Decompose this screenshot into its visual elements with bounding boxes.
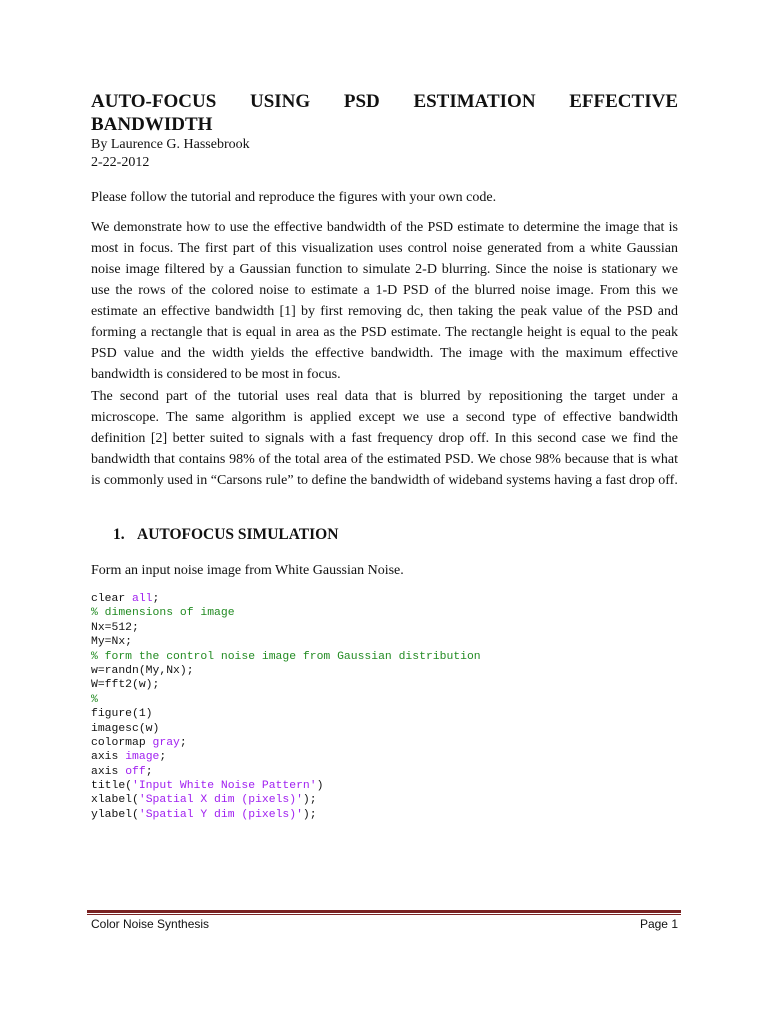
code-line xyxy=(91,693,678,707)
footer-title: Color Noise Synthesis xyxy=(91,917,210,931)
second-part-paragraph: The second part of the tutorial uses real data that is blurred by repositioning the target under a microscope. The same algorithm is applied except we use a second type of effective bandwidth definition [2] better suited to signals with a fast frequency drop off. In this second case we find the bandwidth that contains 98% of the total area of the estimated PSD. We chose 98% because that is what is commonly used in “Carsons rule” to define the bandwidth of wideband systems having a fast drop off. xyxy=(91,389,678,488)
code-text: ); xyxy=(302,808,317,821)
matlab-code-block xyxy=(91,592,678,822)
code-keyword: 'Spatial X dim (pixels)' xyxy=(138,794,303,807)
code-text: colormap xyxy=(91,736,153,749)
code-text: ); xyxy=(302,794,317,807)
section-heading xyxy=(113,525,338,545)
code-line xyxy=(91,736,678,750)
intro-paragraph: Please follow the tutorial and reproduce the figures with your own code. xyxy=(91,190,497,205)
code-text: axis xyxy=(91,751,126,764)
code-text: ylabel( xyxy=(91,808,139,821)
code-keyword: off xyxy=(125,765,146,778)
code-line xyxy=(91,635,678,649)
title-word: EFFECTIVE xyxy=(569,91,678,112)
code-text: ; xyxy=(152,593,160,605)
code-line xyxy=(91,793,678,807)
code-line xyxy=(91,650,678,664)
document-date: 2-22-2012 xyxy=(91,155,150,170)
code-comment: % form the control noise image from Gaussian distribution xyxy=(91,650,481,663)
code-text: figure(1) xyxy=(91,708,153,721)
demonstration-paragraph: We demonstrate how to use the effective bandwidth of the PSD estimate to determine the image that is most in focus. The first part of this visualization uses control noise generated from a white Gaussian noise image filtered by a Gaussian function to simulate 2-D blurring. Since the noise is stationary we use the rows of the colored noise to estimate a 1-D PSD of the blurred noise image. From this we estimate an effective bandwidth [1] by first removing dc, then taking the peak value of the PSD and forming a rectangle that is equal in area as the PSD estimate. The rectangle height is equal to the peak PSD value and the width yields the effective bandwidth. The image with the maximum effective bandwidth is considered to be most in focus. xyxy=(91,220,678,382)
code-keyword: all xyxy=(132,593,153,605)
code-text: axis xyxy=(91,765,126,778)
code-text: Nx=512; xyxy=(91,621,139,634)
footer-rule xyxy=(87,910,681,913)
code-text: ; xyxy=(145,765,153,778)
author-byline: By Laurence G. Hassebrook xyxy=(91,137,250,152)
footer-rule-thin xyxy=(87,914,681,915)
code-line xyxy=(91,678,678,692)
title-word: ESTIMATION xyxy=(413,91,536,112)
code-comment: % xyxy=(91,693,98,706)
code-text: ; xyxy=(179,736,187,749)
code-text: imagesc(w) xyxy=(91,722,160,735)
code-text: w=randn(My,Nx); xyxy=(91,664,194,677)
code-line xyxy=(91,808,678,822)
code-line xyxy=(91,707,678,721)
code-keyword: 'Input White Noise Pattern' xyxy=(132,780,317,793)
code-text: ) xyxy=(316,780,324,793)
document-title xyxy=(91,90,678,136)
code-keyword: gray xyxy=(152,736,180,749)
code-text: title( xyxy=(91,780,133,793)
section-title: AUTOFOCUS SIMULATION xyxy=(137,526,339,543)
title-word: PSD xyxy=(343,91,380,112)
code-text: My=Nx; xyxy=(91,636,133,649)
code-text: ; xyxy=(159,751,167,764)
title-word: AUTO-FOCUS xyxy=(91,91,217,112)
section-number: 1. xyxy=(113,526,125,543)
code-line xyxy=(91,779,678,793)
code-text: xlabel( xyxy=(91,794,139,807)
code-keyword: image xyxy=(125,751,160,764)
form-noise-paragraph: Form an input noise image from White Gaussian Noise. xyxy=(91,563,404,578)
page-footer xyxy=(91,916,678,932)
title-word: BANDWIDTH xyxy=(91,114,213,135)
code-text: W=fft2(w); xyxy=(91,679,160,692)
code-line xyxy=(91,664,678,678)
code-line xyxy=(91,722,678,736)
code-line xyxy=(91,765,678,779)
title-word: USING xyxy=(249,91,311,112)
code-keyword: 'Spatial Y dim (pixels)' xyxy=(138,808,303,821)
page-number: Page 1 xyxy=(639,917,678,931)
code-line xyxy=(91,606,678,620)
code-comment: % dimensions of image xyxy=(91,607,235,620)
code-line xyxy=(91,592,678,606)
code-text: clear xyxy=(91,593,133,605)
code-line xyxy=(91,750,678,764)
code-line xyxy=(91,621,678,635)
